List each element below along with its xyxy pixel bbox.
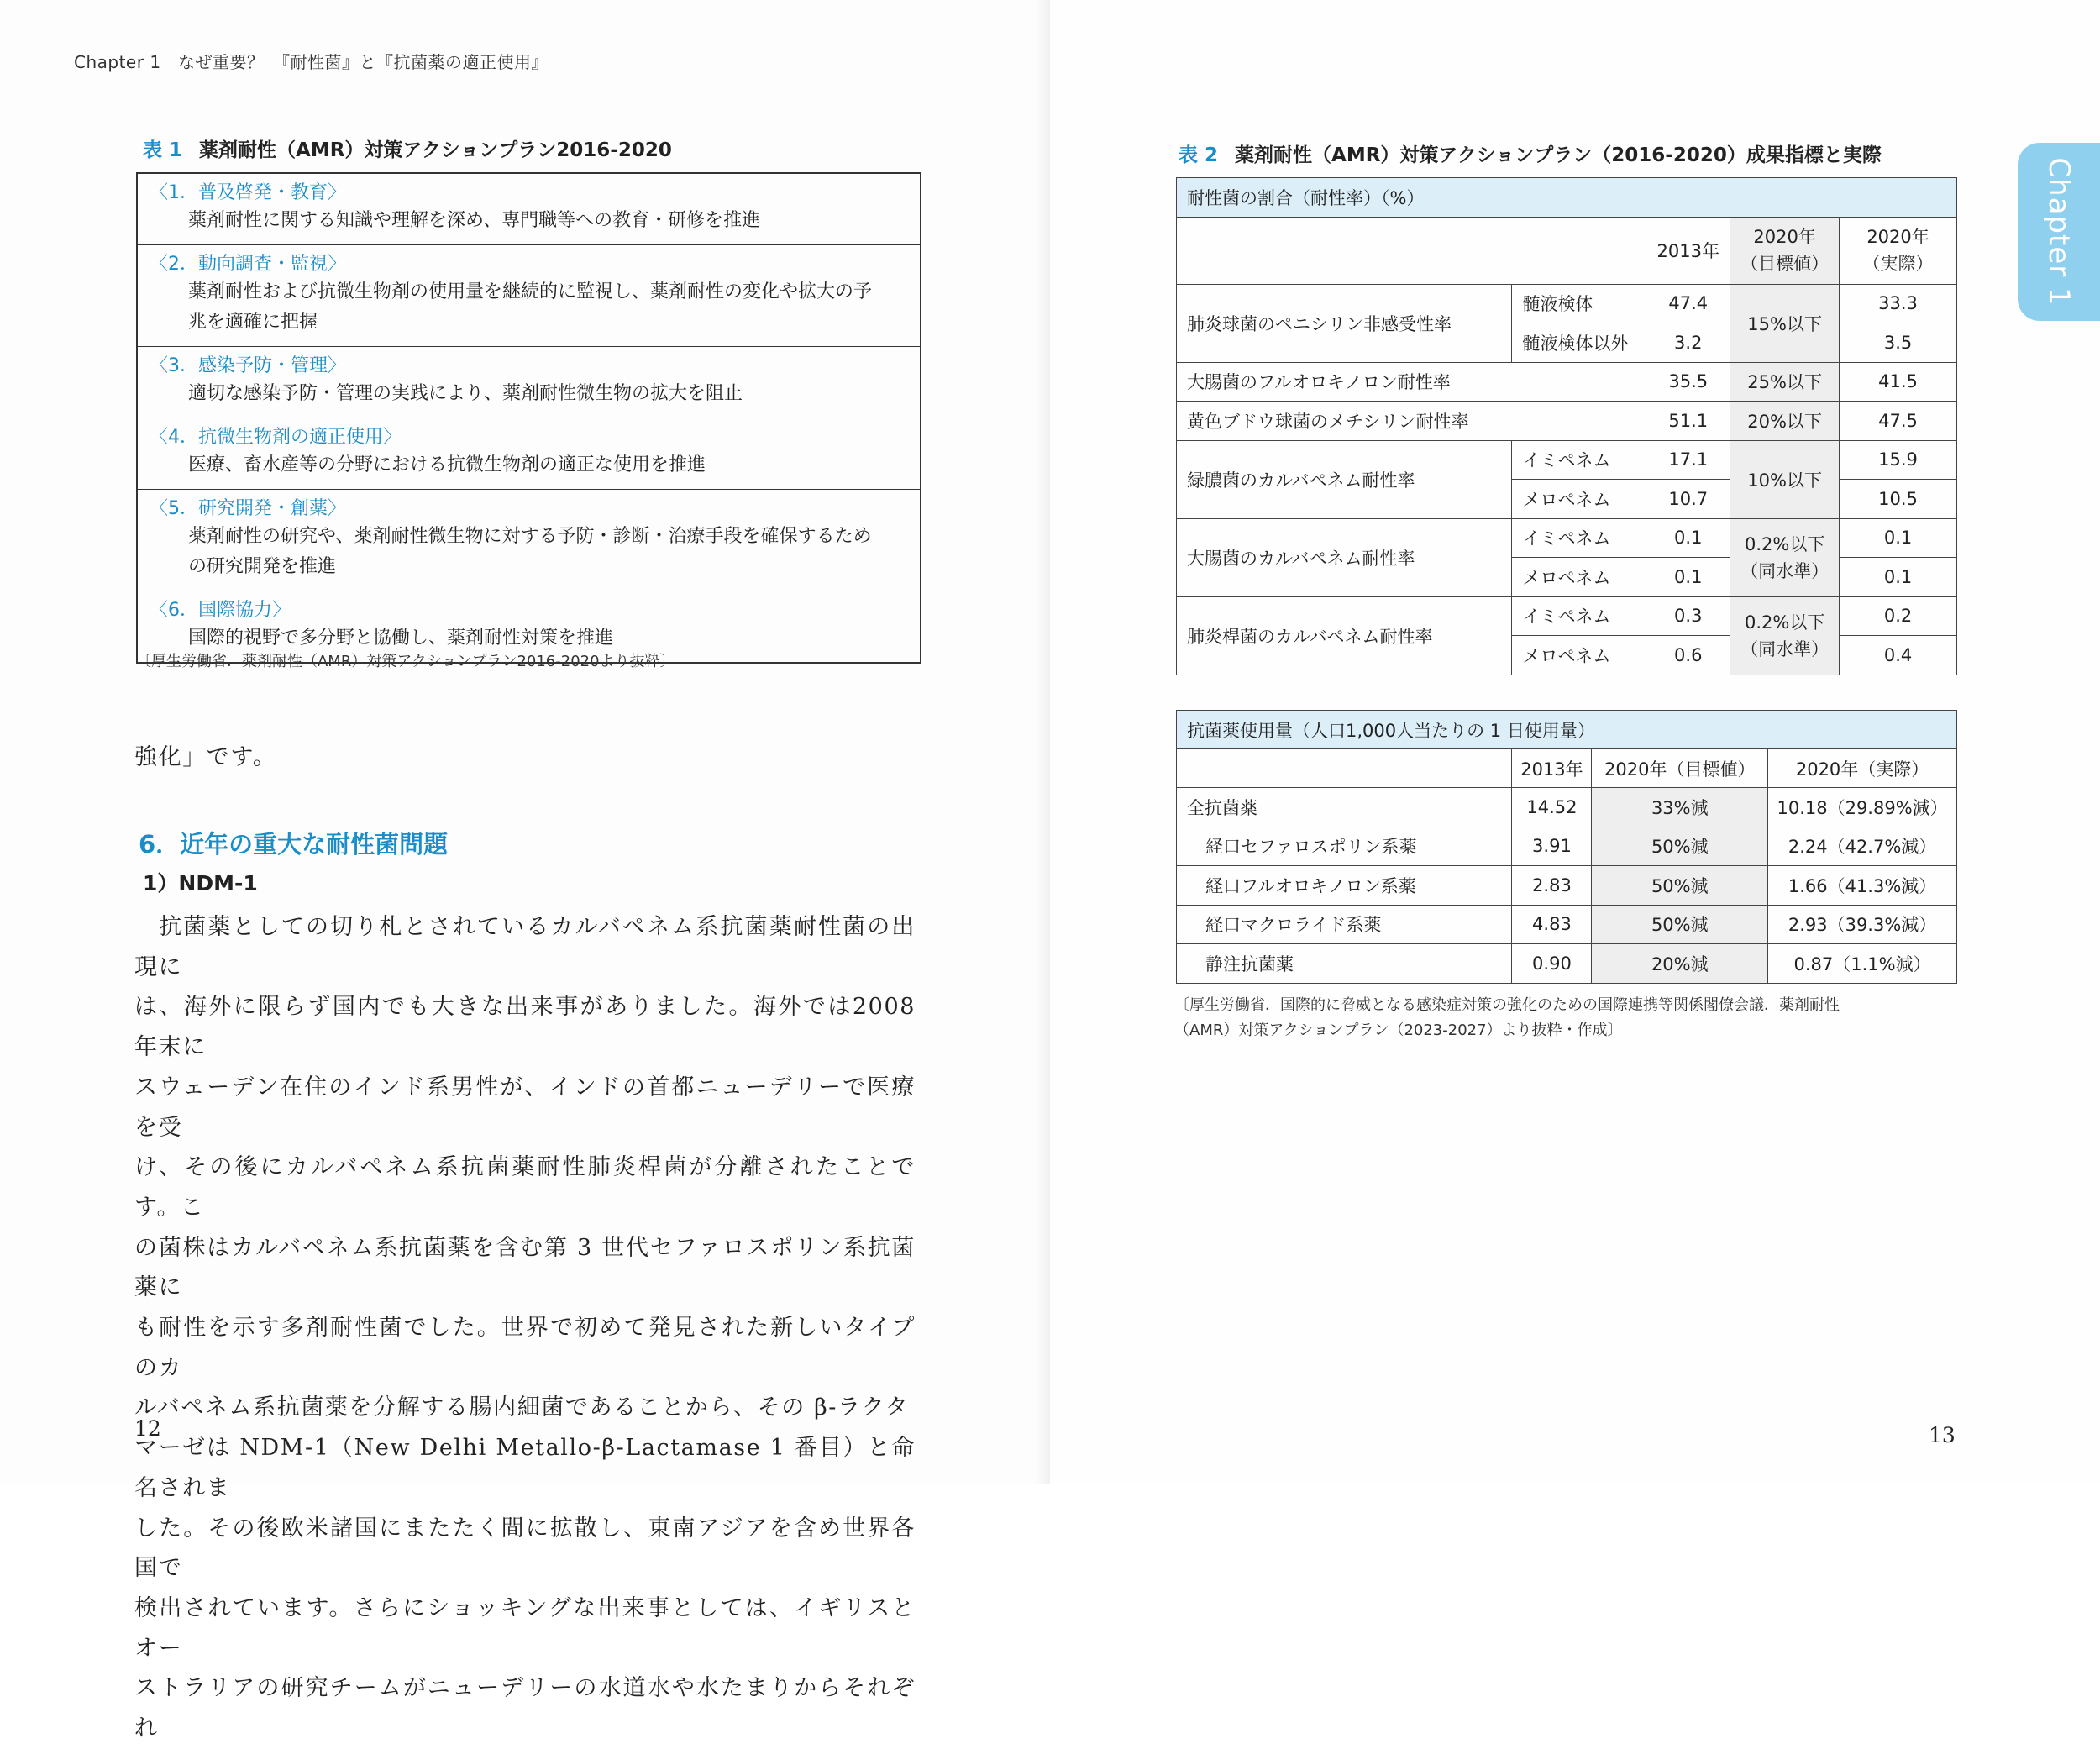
table2-title: 薬剤耐性（AMR）対策アクションプラン（2016-2020）成果指標と実際 [1235,144,1882,166]
table2-col-actual [1840,217,1957,284]
table1-item [138,490,920,591]
table3-row-name: 経口マクロライド系薬 [1177,905,1512,944]
page-number-right: 13 [1929,1423,1956,1447]
table1-item [138,245,920,347]
table3-value-2013: 3.91 [1512,827,1592,866]
table2-actual: 47.5 [1840,402,1957,441]
table1-item-heading: 〈1．普及啓発・教育〉 [150,182,346,203]
table2-sub-label: イミペネム [1512,518,1646,558]
table2-actual: 0.4 [1840,636,1957,675]
table2-caption [1179,139,1882,167]
table2-col-actual-line2: （実際） [1862,254,1934,274]
table2-sub-label: 髄液検体以外 [1512,323,1646,363]
table2-value-2013: 51.1 [1646,402,1730,441]
table2-value-2013: 0.3 [1646,596,1730,636]
table3-actual: 1.66（41.3%減） [1768,866,1957,906]
table1-number: 表 1 [143,139,183,161]
chapter-tab-label: Chapter 1 [2042,157,2076,307]
table2-row-name: 肺炎球菌のペニシリン非感受性率 [1177,284,1512,362]
table2-value-2013: 0.1 [1646,558,1730,597]
body-paragraph [134,907,916,1749]
table-row [1177,866,1957,906]
body-line: した。その後欧米諸国にまたたく間に拡散し、東南アジアを含め世界各国で [134,1515,916,1582]
table-row [1177,402,1957,441]
table2-actual: 0.1 [1840,558,1957,597]
table1-caption [143,134,672,162]
table3-actual: 10.18（29.89%減） [1768,788,1957,827]
body-line: も耐性を示す多剤耐性菌でした。世界で初めて発見された新しいタイプのカ [134,1315,916,1381]
table1-item [138,418,920,490]
table2-target-line1: 0.2%以下 [1744,533,1825,554]
table2-target-line2: （同水準） [1740,638,1830,659]
table2-sub-label: イミペネム [1512,440,1646,480]
table2-sub-label: イミペネム [1512,596,1646,636]
table1-title: 薬剤耐性（AMR）対策アクションプラン2016-2020 [199,139,672,161]
table3 [1176,710,1957,984]
table2-actual: 10.5 [1840,480,1957,519]
table2-target-line1: 0.2%以下 [1744,612,1825,633]
table2-col-target-line1: 2020年 [1753,227,1816,247]
table3-actual: 2.24（42.7%減） [1768,827,1957,866]
table1-item-body: 薬剤耐性の研究や、薬剤耐性微生物に対する予防・診断・治療手段を確保するため [188,526,872,547]
table1-item-heading: 〈5．研究開発・創薬〉 [150,498,346,519]
table2-col-target [1730,217,1840,284]
table2-col-target-line2: （目標値） [1740,254,1830,274]
table2-target: 25%以下 [1730,362,1840,402]
running-head: Chapter 1 なぜ重要？ 『耐性菌』と『抗菌薬の適正使用』 [74,52,549,72]
table3-col-2013: 2013年 [1512,749,1592,788]
table2-row-name: 大腸菌のフルオロキノロン耐性率 [1177,362,1646,402]
table2-sub-label: メロペネム [1512,558,1646,597]
page-number-left: 12 [134,1416,161,1441]
table-row [1177,284,1957,323]
body-line: ルバペネム系抗菌薬を分解する腸内細菌であることから、その β-ラクタ [134,1394,910,1421]
table1-item-body: 国際的視野で多分野と協働し、薬剤耐性対策を推進 [188,628,614,649]
table1-item [138,347,920,418]
table-row [1177,518,1957,558]
table1-source: 〔厚生労働省．薬剤耐性（AMR）対策アクションプラン2016-2020より抜粋〕 [136,653,675,670]
chapter-tab [2018,143,2100,321]
table2-target: 15%以下 [1730,284,1840,362]
table2-target: 10%以下 [1730,440,1840,518]
table2-target: 20%以下 [1730,402,1840,441]
table2-row-name: 肺炎桿菌のカルバペネム耐性率 [1177,596,1512,675]
table2-actual: 33.3 [1840,284,1957,323]
table2-value-2013: 0.1 [1646,518,1730,558]
table3-header: 抗菌薬使用量（人口1,000人当たりの 1 日使用量） [1177,711,1957,749]
table1 [136,172,921,664]
table3-row-name: 経口セファロスポリン系薬 [1177,827,1512,866]
table1-item-body: 医療、畜水産等の分野における抗微生物剤の適正な使用を推進 [188,454,706,475]
table2-header: 耐性菌の割合（耐性率）（%） [1177,178,1957,218]
left-page [0,0,1050,1742]
table2-actual: 15.9 [1840,440,1957,480]
table2-number: 表 2 [1179,144,1219,166]
table1-item [138,174,920,245]
table2-target-line2: （同水準） [1740,560,1830,581]
table2-value-2013: 3.2 [1646,323,1730,363]
table3-value-2013: 2.83 [1512,866,1592,906]
table2-row-name: 黄色ブドウ球菌のメチシリン耐性率 [1177,402,1646,441]
table2-row-name: 緑膿菌のカルバペネム耐性率 [1177,440,1512,518]
table3-value-2013: 0.90 [1512,944,1592,984]
table3-actual: 0.87（1.1%減） [1768,944,1957,984]
table2-value-2013: 0.6 [1646,636,1730,675]
table2-value-2013: 17.1 [1646,440,1730,480]
table2-sub-label: 髄液検体 [1512,284,1646,323]
table2 [1176,177,1957,675]
table1-item-heading: 〈6．国際協力〉 [150,600,291,621]
table2-blank-header [1177,217,1646,284]
table3-blank-header [1177,749,1512,788]
continued-text: 強化」です。 [134,744,277,770]
body-line: 抗菌薬としての切り札とされているカルバペネム系抗菌薬耐性菌の出現に [134,914,916,980]
body-line: ストラリアの研究チームがニューデリーの水道水や水たまりからそれぞれ [134,1675,916,1742]
body-line: 検出されています。さらにショッキングな出来事としては、イギリスとオー [134,1594,916,1662]
table3-actual: 2.93（39.3%減） [1768,905,1957,944]
table3-header-row [1177,711,1957,749]
table2-header-row [1177,178,1957,218]
table1-item-body: 薬剤耐性および抗微生物剤の使用量を継続的に監視し、薬剤耐性の変化や拡大の予 [188,281,873,302]
table3-value-2013: 14.52 [1512,788,1592,827]
table3-source-line1: 〔厚生労働省．国際的に脅威となる感染症対策の強化のための国際連携等関係閣僚会議．薬剤耐性 [1174,996,1840,1014]
table1-item-heading: 〈3．感染予防・管理〉 [150,355,346,376]
table-row [1177,827,1957,866]
table2-actual: 0.2 [1840,596,1957,636]
table-row [1177,905,1957,944]
table3-col-target: 2020年（目標値） [1592,749,1768,788]
table2-value-2013: 47.4 [1646,284,1730,323]
table3-value-2013: 4.83 [1512,905,1592,944]
table2-actual: 0.1 [1840,518,1957,558]
table1-item-body: 適切な感染予防・管理の実践により、薬剤耐性微生物の拡大を阻止 [188,383,743,404]
table3-target: 50%減 [1592,866,1768,906]
table3-col-actual: 2020年（実際） [1768,749,1957,788]
table-row [1177,362,1957,402]
table3-target: 20%減 [1592,944,1768,984]
body-line: マーゼは NDM-1（New Delhi Metallo-β-Lactamase 1 番目）と命名されま [134,1435,916,1501]
table2-col-2013: 2013年 [1646,217,1730,284]
table2-col-actual-line1: 2020年 [1866,227,1929,247]
table-row [1177,596,1957,636]
section-title: 6．近年の重大な耐性菌問題 [139,830,449,859]
table2-row-name: 大腸菌のカルバペネム耐性率 [1177,518,1512,596]
table2-sub-label: メロペネム [1512,480,1646,519]
body-line: は、海外に限らず国内でも大きな出来事がありました。海外では2008年末に [134,994,916,1061]
table-row [1177,944,1957,984]
table3-source-line2: （AMR）対策アクションプラン（2023-2027）より抜粋・作成〕 [1174,1022,1623,1039]
table3-row-name: 静注抗菌薬 [1177,944,1512,984]
body-line: け、その後にカルバペネム系抗菌薬耐性肺炎桿菌が分離されたことです。こ [134,1154,916,1221]
table2-actual: 41.5 [1840,362,1957,402]
table-row [1177,440,1957,480]
subsection-title: 1）NDM-1 [143,871,258,896]
table1-item-heading: 〈4．抗微生物剤の適正使用〉 [150,427,402,448]
table1-item-body: の研究開発を推進 [188,556,337,577]
table3-target: 33%減 [1592,788,1768,827]
table3-source [1174,993,1840,1043]
table2-column-header-row [1177,217,1957,284]
table2-sub-label: メロペネム [1512,636,1646,675]
table3-column-header-row [1177,749,1957,788]
table2-actual: 3.5 [1840,323,1957,363]
table1-item-body: 兆を適確に把握 [188,312,318,333]
table1-item-body: 薬剤耐性に関する知識や理解を深め、専門職等への教育・研修を推進 [188,210,761,231]
table2-value-2013: 10.7 [1646,480,1730,519]
table-row [1177,788,1957,827]
table1-item-heading: 〈2．動向調査・監視〉 [150,254,346,275]
table3-target: 50%減 [1592,905,1768,944]
body-line: スウェーデン在住のインド系男性が、インドの首都ニューデリーで医療を受 [134,1074,916,1141]
table2-target [1730,518,1840,596]
table3-row-name: 全抗菌薬 [1177,788,1512,827]
table3-target: 50%減 [1592,827,1768,866]
table2-target [1730,596,1840,675]
body-line: の菌株はカルバペネム系抗菌薬を含む第 3 世代セファロスポリン系抗菌薬に [134,1234,916,1301]
table2-value-2013: 35.5 [1646,362,1730,402]
table3-row-name: 経口フルオロキノロン系薬 [1177,866,1512,906]
